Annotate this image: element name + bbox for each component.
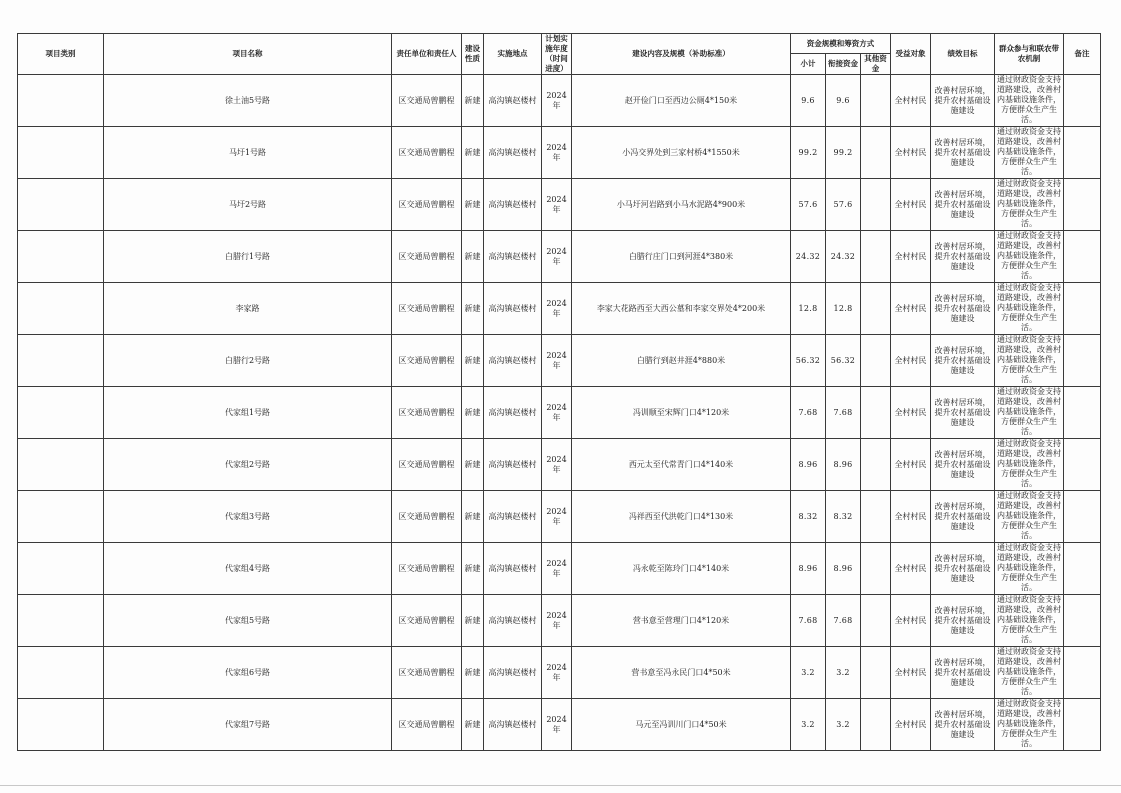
cell-mechanism xyxy=(995,231,1064,283)
cell-performance: 改善村居环境，提升农村基础设施建设 xyxy=(931,543,995,595)
table-header xyxy=(18,34,1101,75)
page-divider xyxy=(0,785,1121,786)
cell-remark xyxy=(1064,283,1101,335)
cell-mechanism xyxy=(995,595,1064,647)
cell-nature: 新建 xyxy=(462,75,484,127)
cell-content: 李家大花路西至大西公墓和李家交界处4*200米 xyxy=(572,283,791,335)
cell-subtotal: 7.68 xyxy=(791,595,826,647)
cell-beneficiary: 全村村民 xyxy=(891,491,931,543)
cell-location: 高沟镇赵楼村 xyxy=(484,543,542,595)
cell-performance: 改善村居环境，提升农村基础设施建设 xyxy=(931,127,995,179)
cell-allocated: 7.68 xyxy=(826,595,861,647)
cell-location: 高沟镇赵楼村 xyxy=(484,75,542,127)
cell-project-name: 白腊行1号路 xyxy=(104,231,392,283)
cell-content: 马元至冯训川门口4*50米 xyxy=(572,699,791,751)
cell-project-name: 代家组2号路 xyxy=(104,439,392,491)
cell-performance: 改善村居环境，提升农村基础设施建设 xyxy=(931,387,995,439)
cell-year: 2024年 xyxy=(542,387,572,439)
cell-other xyxy=(861,699,891,751)
cell-location: 高沟镇赵楼村 xyxy=(484,231,542,283)
header-content: 建设内容及规模（补助标准） xyxy=(572,34,791,75)
mechanism-text: 通过财政资金支持道路建设，改善村内基础设施条件，方便群众生产生活。 xyxy=(997,127,1061,176)
cell-content: 白腊行到赵井涯4*880米 xyxy=(572,335,791,387)
cell-beneficiary: 全村村民 xyxy=(891,647,931,699)
cell-other xyxy=(861,543,891,595)
cell-content: 西元太至代常青门口4*140米 xyxy=(572,439,791,491)
cell-mechanism xyxy=(995,491,1064,543)
mechanism-text: 通过财政资金支持道路建设，改善村内基础设施条件，方便群众生产生活。 xyxy=(997,75,1061,124)
cell-owner: 区交通局曾鹏程 xyxy=(392,179,462,231)
header-name: 项目名称 xyxy=(104,34,392,75)
cell-beneficiary: 全村村民 xyxy=(891,387,931,439)
cell-mechanism xyxy=(995,439,1064,491)
cell-project-name: 代家组5号路 xyxy=(104,595,392,647)
table-row xyxy=(18,491,1101,543)
cell-location: 高沟镇赵楼村 xyxy=(484,387,542,439)
mechanism-text: 通过财政资金支持道路建设，改善村内基础设施条件，方便群众生产生活。 xyxy=(997,387,1061,436)
cell-year: 2024年 xyxy=(542,179,572,231)
cell-owner: 区交通局曾鹏程 xyxy=(392,647,462,699)
cell-mechanism xyxy=(995,699,1064,751)
cell-subtotal: 3.2 xyxy=(791,647,826,699)
cell-content: 冯训顺至宋辉门口4*120米 xyxy=(572,387,791,439)
header-location: 实施地点 xyxy=(484,34,542,75)
cell-subtotal: 56.32 xyxy=(791,335,826,387)
cell-owner: 区交通局曾鹏程 xyxy=(392,127,462,179)
cell-owner: 区交通局曾鹏程 xyxy=(392,543,462,595)
cell-location: 高沟镇赵楼村 xyxy=(484,439,542,491)
cell-allocated: 7.68 xyxy=(826,387,861,439)
cell-mechanism xyxy=(995,387,1064,439)
header-category: 项目类别 xyxy=(18,34,104,75)
cell-project-name: 代家组7号路 xyxy=(104,699,392,751)
cell-category xyxy=(18,647,104,699)
cell-allocated: 3.2 xyxy=(826,647,861,699)
cell-owner: 区交通局曾鹏程 xyxy=(392,283,462,335)
cell-beneficiary: 全村村民 xyxy=(891,283,931,335)
cell-category xyxy=(18,75,104,127)
cell-allocated: 8.96 xyxy=(826,543,861,595)
cell-other xyxy=(861,179,891,231)
cell-other xyxy=(861,647,891,699)
header-performance: 绩效目标 xyxy=(931,34,995,75)
cell-owner: 区交通局曾鹏程 xyxy=(392,335,462,387)
cell-allocated: 56.32 xyxy=(826,335,861,387)
cell-category xyxy=(18,335,104,387)
cell-owner: 区交通局曾鹏程 xyxy=(392,75,462,127)
cell-category xyxy=(18,387,104,439)
mechanism-text: 通过财政资金支持道路建设，改善村内基础设施条件，方便群众生产生活。 xyxy=(997,595,1061,644)
table-row xyxy=(18,75,1101,127)
cell-allocated: 99.2 xyxy=(826,127,861,179)
cell-other xyxy=(861,491,891,543)
cell-category xyxy=(18,543,104,595)
cell-performance: 改善村居环境，提升农村基础设施建设 xyxy=(931,335,995,387)
cell-project-name: 代家组3号路 xyxy=(104,491,392,543)
cell-location: 高沟镇赵楼村 xyxy=(484,283,542,335)
cell-other xyxy=(861,75,891,127)
cell-other xyxy=(861,127,891,179)
cell-owner: 区交通局曾鹏程 xyxy=(392,439,462,491)
cell-remark xyxy=(1064,491,1101,543)
cell-category xyxy=(18,283,104,335)
cell-owner: 区交通局曾鹏程 xyxy=(392,699,462,751)
cell-subtotal: 99.2 xyxy=(791,127,826,179)
header-mechanism: 群众参与和联农带农机制 xyxy=(995,34,1064,75)
cell-nature: 新建 xyxy=(462,647,484,699)
table-row xyxy=(18,231,1101,283)
cell-subtotal: 9.6 xyxy=(791,75,826,127)
cell-project-name: 马圩1号路 xyxy=(104,127,392,179)
cell-mechanism xyxy=(995,127,1064,179)
header-fund-group: 资金规模和筹资方式 xyxy=(791,34,891,54)
cell-location: 高沟镇赵楼村 xyxy=(484,179,542,231)
cell-beneficiary: 全村村民 xyxy=(891,127,931,179)
table-row xyxy=(18,127,1101,179)
cell-content: 小冯交界处到三家村桥4*1550米 xyxy=(572,127,791,179)
table-row xyxy=(18,595,1101,647)
cell-performance: 改善村居环境，提升农村基础设施建设 xyxy=(931,179,995,231)
cell-remark xyxy=(1064,595,1101,647)
cell-remark xyxy=(1064,439,1101,491)
cell-year: 2024年 xyxy=(542,699,572,751)
cell-year: 2024年 xyxy=(542,647,572,699)
project-table xyxy=(17,33,1101,751)
table-row xyxy=(18,179,1101,231)
cell-performance: 改善村居环境，提升农村基础设施建设 xyxy=(931,439,995,491)
table-row xyxy=(18,439,1101,491)
cell-beneficiary: 全村村民 xyxy=(891,595,931,647)
cell-other xyxy=(861,335,891,387)
cell-other xyxy=(861,231,891,283)
cell-beneficiary: 全村村民 xyxy=(891,543,931,595)
cell-subtotal: 8.96 xyxy=(791,439,826,491)
cell-subtotal: 57.6 xyxy=(791,179,826,231)
cell-location: 高沟镇赵楼村 xyxy=(484,335,542,387)
cell-subtotal: 7.68 xyxy=(791,387,826,439)
cell-owner: 区交通局曾鹏程 xyxy=(392,387,462,439)
cell-project-name: 代家组6号路 xyxy=(104,647,392,699)
cell-project-name: 代家组4号路 xyxy=(104,543,392,595)
cell-location: 高沟镇赵楼村 xyxy=(484,699,542,751)
cell-subtotal: 12.8 xyxy=(791,283,826,335)
cell-mechanism xyxy=(995,335,1064,387)
table-row xyxy=(18,335,1101,387)
cell-year: 2024年 xyxy=(542,127,572,179)
cell-performance: 改善村居环境，提升农村基础设施建设 xyxy=(931,283,995,335)
cell-mechanism xyxy=(995,75,1064,127)
cell-remark xyxy=(1064,335,1101,387)
cell-project-name: 白腊行2号路 xyxy=(104,335,392,387)
cell-mechanism xyxy=(995,179,1064,231)
cell-remark xyxy=(1064,75,1101,127)
cell-performance: 改善村居环境，提升农村基础设施建设 xyxy=(931,595,995,647)
header-remark: 备注 xyxy=(1064,34,1101,75)
cell-category xyxy=(18,699,104,751)
cell-beneficiary: 全村村民 xyxy=(891,699,931,751)
cell-location: 高沟镇赵楼村 xyxy=(484,127,542,179)
cell-category xyxy=(18,491,104,543)
cell-beneficiary: 全村村民 xyxy=(891,75,931,127)
header-owner: 责任单位和责任人 xyxy=(392,34,462,75)
cell-beneficiary: 全村村民 xyxy=(891,231,931,283)
cell-beneficiary: 全村村民 xyxy=(891,439,931,491)
cell-year: 2024年 xyxy=(542,595,572,647)
cell-allocated: 57.6 xyxy=(826,179,861,231)
cell-content: 白腊行庄门口到河涯4*380米 xyxy=(572,231,791,283)
table-row xyxy=(18,543,1101,595)
cell-project-name: 徐土油5号路 xyxy=(104,75,392,127)
cell-nature: 新建 xyxy=(462,335,484,387)
cell-category xyxy=(18,127,104,179)
cell-beneficiary: 全村村民 xyxy=(891,335,931,387)
cell-content: 冯祥西至代洪乾门口4*130米 xyxy=(572,491,791,543)
table-body xyxy=(18,75,1101,751)
cell-allocated: 3.2 xyxy=(826,699,861,751)
mechanism-text: 通过财政资金支持道路建设，改善村内基础设施条件，方便群众生产生活。 xyxy=(997,543,1061,592)
cell-year: 2024年 xyxy=(542,75,572,127)
cell-allocated: 12.8 xyxy=(826,283,861,335)
mechanism-text: 通过财政资金支持道路建设，改善村内基础设施条件，方便群众生产生活。 xyxy=(997,647,1061,696)
cell-remark xyxy=(1064,231,1101,283)
header-beneficiary: 受益对象 xyxy=(891,34,931,75)
cell-subtotal: 24.32 xyxy=(791,231,826,283)
cell-remark xyxy=(1064,387,1101,439)
mechanism-text: 通过财政资金支持道路建设，改善村内基础设施条件，方便群众生产生活。 xyxy=(997,179,1061,228)
cell-remark xyxy=(1064,179,1101,231)
cell-mechanism xyxy=(995,647,1064,699)
header-other: 其他资金 xyxy=(861,54,891,75)
cell-project-name: 马圩2号路 xyxy=(104,179,392,231)
cell-remark xyxy=(1064,543,1101,595)
header-nature: 建设性质 xyxy=(462,34,484,75)
cell-nature: 新建 xyxy=(462,283,484,335)
header-period: 计划实施年度（时间进度） xyxy=(542,34,572,75)
cell-year: 2024年 xyxy=(542,283,572,335)
cell-content: 冯永乾至陈玲门口4*140米 xyxy=(572,543,791,595)
table-row xyxy=(18,283,1101,335)
cell-location: 高沟镇赵楼村 xyxy=(484,595,542,647)
cell-year: 2024年 xyxy=(542,231,572,283)
cell-beneficiary: 全村村民 xyxy=(891,179,931,231)
header-subtotal: 小计 xyxy=(791,54,826,75)
cell-project-name: 李家路 xyxy=(104,283,392,335)
cell-nature: 新建 xyxy=(462,231,484,283)
cell-performance: 改善村居环境，提升农村基础设施建设 xyxy=(931,699,995,751)
cell-subtotal: 8.32 xyxy=(791,491,826,543)
cell-content: 营书意至营理门口4*120米 xyxy=(572,595,791,647)
cell-nature: 新建 xyxy=(462,699,484,751)
cell-mechanism xyxy=(995,283,1064,335)
cell-allocated: 9.6 xyxy=(826,75,861,127)
cell-category xyxy=(18,179,104,231)
cell-subtotal: 3.2 xyxy=(791,699,826,751)
mechanism-text: 通过财政资金支持道路建设，改善村内基础设施条件，方便群众生产生活。 xyxy=(997,439,1061,488)
cell-remark xyxy=(1064,647,1101,699)
cell-other xyxy=(861,387,891,439)
cell-year: 2024年 xyxy=(542,491,572,543)
cell-remark xyxy=(1064,127,1101,179)
cell-nature: 新建 xyxy=(462,387,484,439)
cell-year: 2024年 xyxy=(542,335,572,387)
cell-owner: 区交通局曾鹏程 xyxy=(392,491,462,543)
cell-allocated: 24.32 xyxy=(826,231,861,283)
cell-category xyxy=(18,231,104,283)
cell-nature: 新建 xyxy=(462,543,484,595)
cell-nature: 新建 xyxy=(462,491,484,543)
cell-other xyxy=(861,595,891,647)
cell-year: 2024年 xyxy=(542,543,572,595)
cell-performance: 改善村居环境，提升农村基础设施建设 xyxy=(931,75,995,127)
table-row xyxy=(18,699,1101,751)
mechanism-text: 通过财政资金支持道路建设，改善村内基础设施条件，方便群众生产生活。 xyxy=(997,335,1061,384)
cell-content: 赵开俭门口至西边公厕4*150米 xyxy=(572,75,791,127)
cell-location: 高沟镇赵楼村 xyxy=(484,491,542,543)
cell-nature: 新建 xyxy=(462,595,484,647)
cell-nature: 新建 xyxy=(462,127,484,179)
cell-owner: 区交通局曾鹏程 xyxy=(392,231,462,283)
cell-allocated: 8.32 xyxy=(826,491,861,543)
cell-location: 高沟镇赵楼村 xyxy=(484,647,542,699)
cell-year: 2024年 xyxy=(542,439,572,491)
cell-mechanism xyxy=(995,543,1064,595)
cell-other xyxy=(861,439,891,491)
cell-allocated: 8.96 xyxy=(826,439,861,491)
cell-category xyxy=(18,595,104,647)
cell-other xyxy=(861,283,891,335)
cell-nature: 新建 xyxy=(462,179,484,231)
mechanism-text: 通过财政资金支持道路建设，改善村内基础设施条件，方便群众生产生活。 xyxy=(997,283,1061,332)
cell-content: 营书意至冯永民门口4*50米 xyxy=(572,647,791,699)
cell-performance: 改善村居环境，提升农村基础设施建设 xyxy=(931,491,995,543)
cell-nature: 新建 xyxy=(462,439,484,491)
cell-project-name: 代家组1号路 xyxy=(104,387,392,439)
cell-content: 小马圩河岩路到小马水泥路4*900米 xyxy=(572,179,791,231)
mechanism-text: 通过财政资金支持道路建设，改善村内基础设施条件，方便群众生产生活。 xyxy=(997,699,1061,748)
header-allocated: 衔接资金 xyxy=(826,54,861,75)
cell-remark xyxy=(1064,699,1101,751)
cell-owner: 区交通局曾鹏程 xyxy=(392,595,462,647)
mechanism-text: 通过财政资金支持道路建设，改善村内基础设施条件，方便群众生产生活。 xyxy=(997,231,1061,280)
cell-performance: 改善村居环境，提升农村基础设施建设 xyxy=(931,231,995,283)
table-row xyxy=(18,647,1101,699)
cell-category xyxy=(18,439,104,491)
table-row xyxy=(18,387,1101,439)
cell-performance: 改善村居环境，提升农村基础设施建设 xyxy=(931,647,995,699)
mechanism-text: 通过财政资金支持道路建设，改善村内基础设施条件，方便群众生产生活。 xyxy=(997,491,1061,540)
cell-subtotal: 8.96 xyxy=(791,543,826,595)
